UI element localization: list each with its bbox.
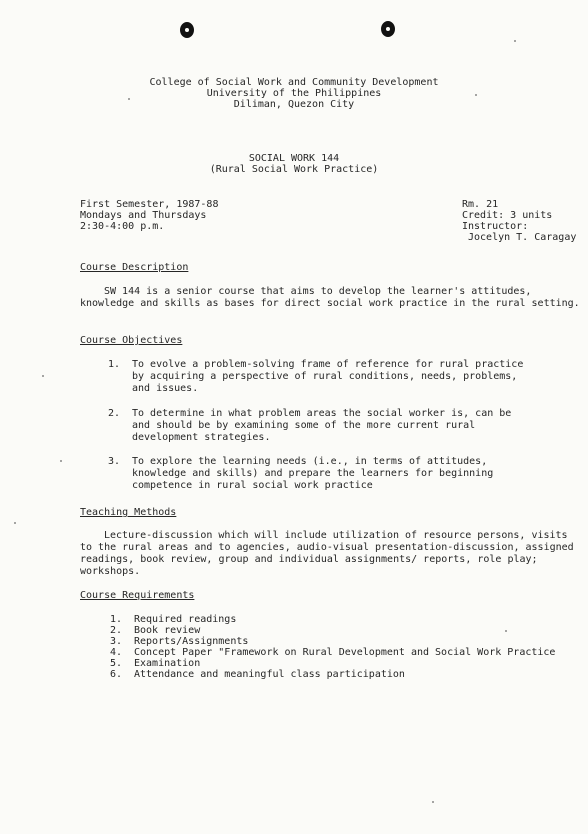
requirement-text: Book review	[134, 625, 201, 636]
objective-text: To evolve a problem-solving frame of reference for rural practice by acquiring a perspective of rural conditions, needs, problems, and issues.	[132, 359, 524, 394]
objective-number: 2.	[108, 408, 121, 419]
teaching-methods-heading: Teaching Methods	[80, 507, 177, 518]
list-item	[110, 669, 586, 680]
requirement-number: 1.	[110, 614, 123, 625]
speck	[14, 522, 16, 524]
list-item	[110, 636, 586, 647]
requirement-number: 6.	[110, 669, 123, 680]
requirement-text: Examination	[134, 658, 201, 669]
requirement-text: Reports/Assignments	[134, 636, 249, 647]
punch-hole-right	[381, 21, 395, 37]
list-item	[110, 614, 586, 625]
objective-item	[108, 408, 528, 444]
requirement-number: 5.	[110, 658, 123, 669]
speck	[42, 375, 44, 377]
course-subtitle: (Rural Social Work Practice)	[209, 164, 379, 175]
instructor-name: Jocelyn T. Caragay	[468, 232, 577, 243]
list-item	[110, 625, 586, 636]
requirement-text: Required readings	[134, 614, 237, 625]
room: Rm. 21	[462, 199, 499, 210]
list-item	[110, 647, 586, 658]
list-item	[110, 658, 586, 669]
teaching-methods-text	[80, 530, 580, 578]
course-code: SOCIAL WORK 144	[248, 153, 340, 164]
objective-number: 1.	[108, 359, 121, 370]
campus-location: Diliman, Quezon City	[233, 99, 355, 110]
speck	[60, 460, 62, 462]
university-name: University of the Philippines	[206, 88, 382, 99]
objective-text: To explore the learning needs (i.e., in terms of attitudes, knowledge and skills) and prepare the learners for beginning competence in rural social work practice	[132, 456, 494, 491]
requirement-text: Attendance and meaningful class participation	[134, 669, 405, 680]
requirement-number: 4.	[110, 647, 123, 658]
objective-text: To determine in what problem areas the social worker is, can be and should be by examining some of the more current rural development strategies.	[132, 408, 512, 443]
course-requirements-heading: Course Requirements	[80, 590, 195, 601]
speck	[432, 801, 434, 803]
teaching-methods-body: Lecture-discussion which will include utilization of resource persons, visits to the rural areas and to agencies, audio-visual presentation-discussion, assigned readings, book review, group and individual assignments/ reports, role play; workshops.	[80, 530, 574, 577]
class-days: Mondays and Thursdays	[80, 210, 207, 221]
objective-number: 3.	[108, 456, 121, 467]
punch-hole-left	[180, 22, 194, 38]
semester: First Semester, 1987-88	[80, 199, 219, 210]
course-objectives-heading: Course Objectives	[80, 335, 183, 346]
credit: Credit: 3 units	[462, 210, 553, 221]
objective-item	[108, 359, 528, 395]
requirement-text: Concept Paper "Framework on Rural Development and Social Work Practice	[134, 647, 556, 658]
course-description-body: SW 144 is a senior course that aims to develop the learner's attitudes, knowledge and skills as bases for direct social work practice in the rural setting.	[80, 286, 580, 309]
college-name: College of Social Work and Community Development	[149, 77, 439, 88]
class-time: 2:30-4:00 p.m.	[80, 221, 165, 232]
objective-item	[108, 456, 528, 492]
requirement-number: 3.	[110, 636, 123, 647]
instructor-label: Instructor:	[462, 221, 529, 232]
requirement-number: 2.	[110, 625, 123, 636]
course-description-heading: Course Description	[80, 262, 189, 273]
course-description-text	[80, 286, 580, 310]
speck	[514, 40, 516, 42]
requirements-list	[110, 614, 586, 680]
